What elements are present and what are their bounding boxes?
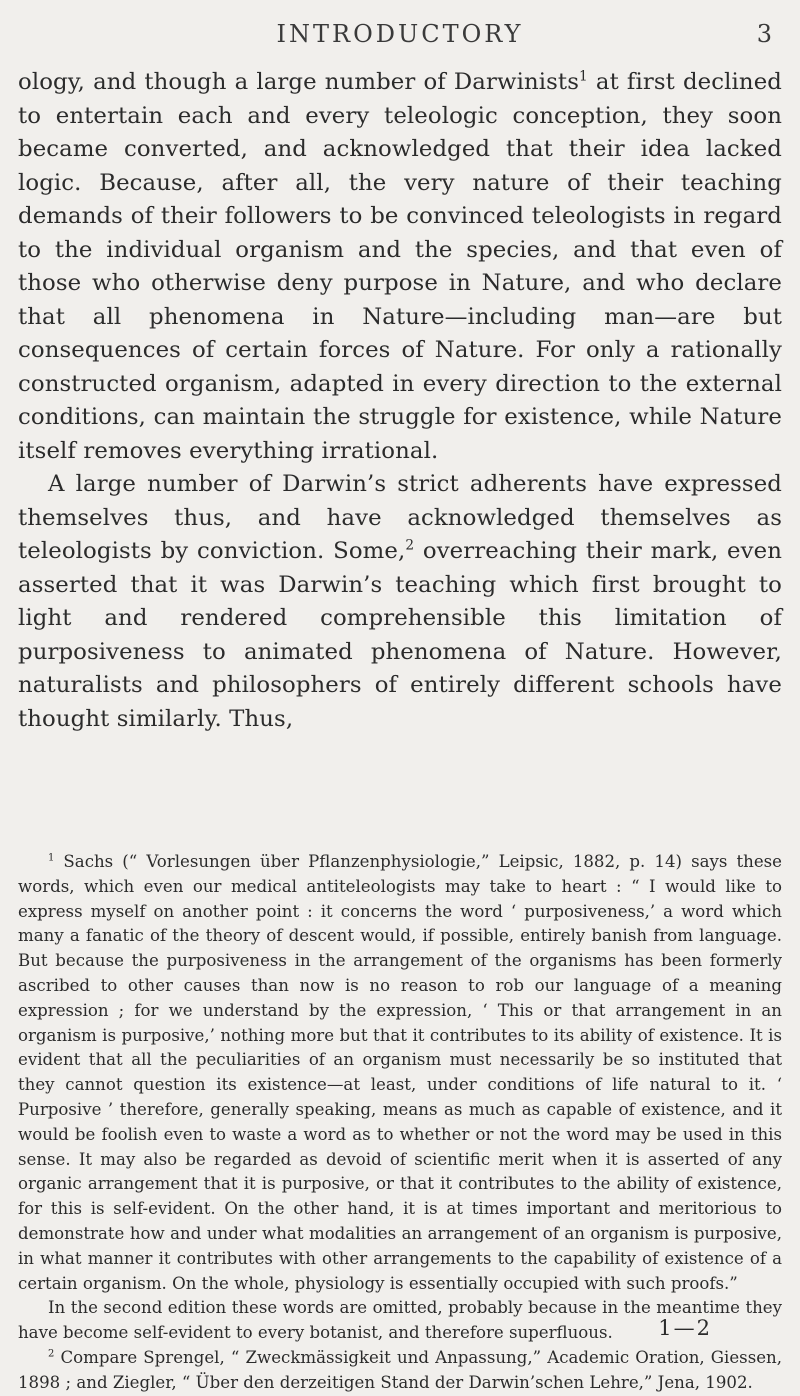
- footnote-1: [18, 850, 782, 1296]
- footnote-1-text: Sachs (“ Vorlesungen über Pflanzenphysiologie,” Leipsic, 1882, p. 14) says these words, which even our medical antiteleologists may take to heart : “ I would like to express myself on another point : it concerns the word ‘ purposiveness,’ a word which many a fanatic of the theory of descent would, if possible, entirely banish from language. But because the purposiveness in the arrangement of the organisms has been formerly ascribed to other causes than now is no reason to rob our language of a meaning expression ; for we understand by the expression, ‘ This or that arrangement in an organism is purposive,’ nothing more but that it contributes to its ability of existence. It is evident that all the peculiarities of an organism must necessarily be so instituted that they cannot question its existence—at least, under conditions of life natural to it. ‘ Purposive ’ therefore, generally speaking, means as much as capable of existence, and it would be foolish even to waste a word as to whether or not the word may be used in this sense. It may also be regarded as devoid of scientific merit when it is asserted of any organic arrangement that it is purposive, or that it contributes to the ability of existence, for this is self-evident. On the other hand, it is at times important and meritorious to demonstrate how and under what modalities an arrangement of an organism is purposive, in what manner it contributes with other arrangements to the capability of existence of a certain organism. On the whole, physiology is essentially occupied with such proofs.”: [18, 852, 782, 1293]
- paragraph-2: [18, 468, 782, 736]
- footnote-ref-1: 1: [579, 68, 588, 85]
- footnote-2: [18, 1346, 782, 1396]
- paragraph-1-text-a: ology, and though a large number of Darwinists: [18, 69, 579, 95]
- book-page: [18, 0, 782, 1392]
- page-number: 3: [756, 20, 772, 48]
- paragraph-2-text-a: A large number of Darwin’s strict adherents have expressed themselves thus, and have acknowledged themselves as teleologists by conviction. Some,: [18, 471, 782, 564]
- footnote-2-text: Compare Sprengel, “ Zweckmässigkeit und Anpassung,” Academic Oration, Giessen, 1898 ; and Ziegler, “ Über den derzeitigen Stand der Darwin’schen Lehre,” Jena, 1902.: [18, 1347, 782, 1392]
- footnote-2-marker: 2: [48, 1348, 55, 1360]
- footnotes: [18, 850, 782, 1396]
- footnote-1-marker: 1: [48, 852, 55, 864]
- footnote-ref-2: 2: [405, 537, 415, 554]
- main-text: [18, 66, 782, 736]
- footnote-1-continuation: In the second edition these words are omitted, probably because in the meantime they have become self-evident to every botanist, and therefore superfluous.: [18, 1298, 782, 1343]
- page-header: [18, 0, 782, 60]
- printer-signature: 1—2: [658, 1316, 712, 1340]
- paragraph-2-text-b: overreaching their mark, even asserted that it was Darwin’s teaching which first brought to light and rendered comprehensible this limitation of purposiveness to animated phenomena of Nature. However, naturalists and philosophers of entirely different schools have thought similarly. Thus,: [18, 538, 782, 732]
- paragraph-1-text-b: at first declined to entertain each and every teleologic conception, they soon became converted, and acknowledged that their idea lacked logic. Because, after all, the very nature of their teaching demands of their followers to be convinced teleologists in regard to the individual organism and the species, and that even of those who otherwise deny purpose in Nature, and who declare that all phenomena in Nature—including man—are but consequences of certain forces of Nature. For only a rationally constructed organism, adapted in every direction to the external conditions, can maintain the struggle for existence, while Nature itself removes everything irrational.: [18, 69, 782, 464]
- running-head: INTRODUCTORY: [276, 20, 524, 48]
- paragraph-1: [18, 66, 782, 468]
